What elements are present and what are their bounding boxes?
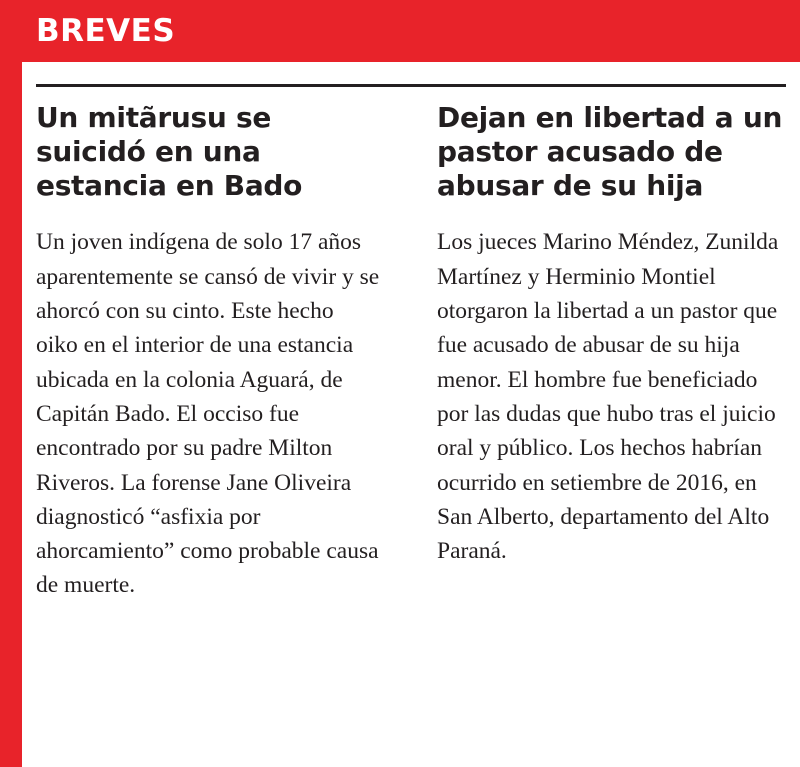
article-column-right bbox=[411, 87, 786, 603]
header-spacer bbox=[22, 62, 800, 84]
article-body: Un joven indígena de solo 17 años aparentemente se cansó de vivir y se ahorcó con su cinto. Este hecho oiko en el interior de una estancia ubicada en la colonia Aguará, de Capitán Bado. El occiso fue encontrado por su padre Milton Riveros. La forense Jane Oliveira diagnosticó “asfixia por ahorcamiento” como probable causa de muerte. bbox=[36, 229, 380, 599]
article-headline: Dejan en libertad a un pastor acusado de abusar de su hija bbox=[437, 101, 783, 203]
left-red-rail bbox=[0, 0, 22, 767]
page-content bbox=[22, 0, 800, 767]
section-title: BREVES bbox=[36, 13, 176, 49]
articles-columns bbox=[22, 87, 800, 603]
article-headline: Un mitãrusu se suicidó en una estancia en Bado bbox=[36, 101, 303, 203]
section-header-banner bbox=[22, 0, 800, 62]
article-column-left bbox=[36, 87, 411, 603]
article-body: Los jueces Marino Méndez, Zunilda Martínez y Herminio Montiel otorgaron la libertad a un pastor que fue acusado de abusar de su hija menor. El hombre fue beneficiado por las dudas que hubo tras el juicio oral y público. Los hechos habrían ocurrido en setiembre de 2016, en San Alberto, departamento del Alto Paraná. bbox=[437, 229, 779, 565]
